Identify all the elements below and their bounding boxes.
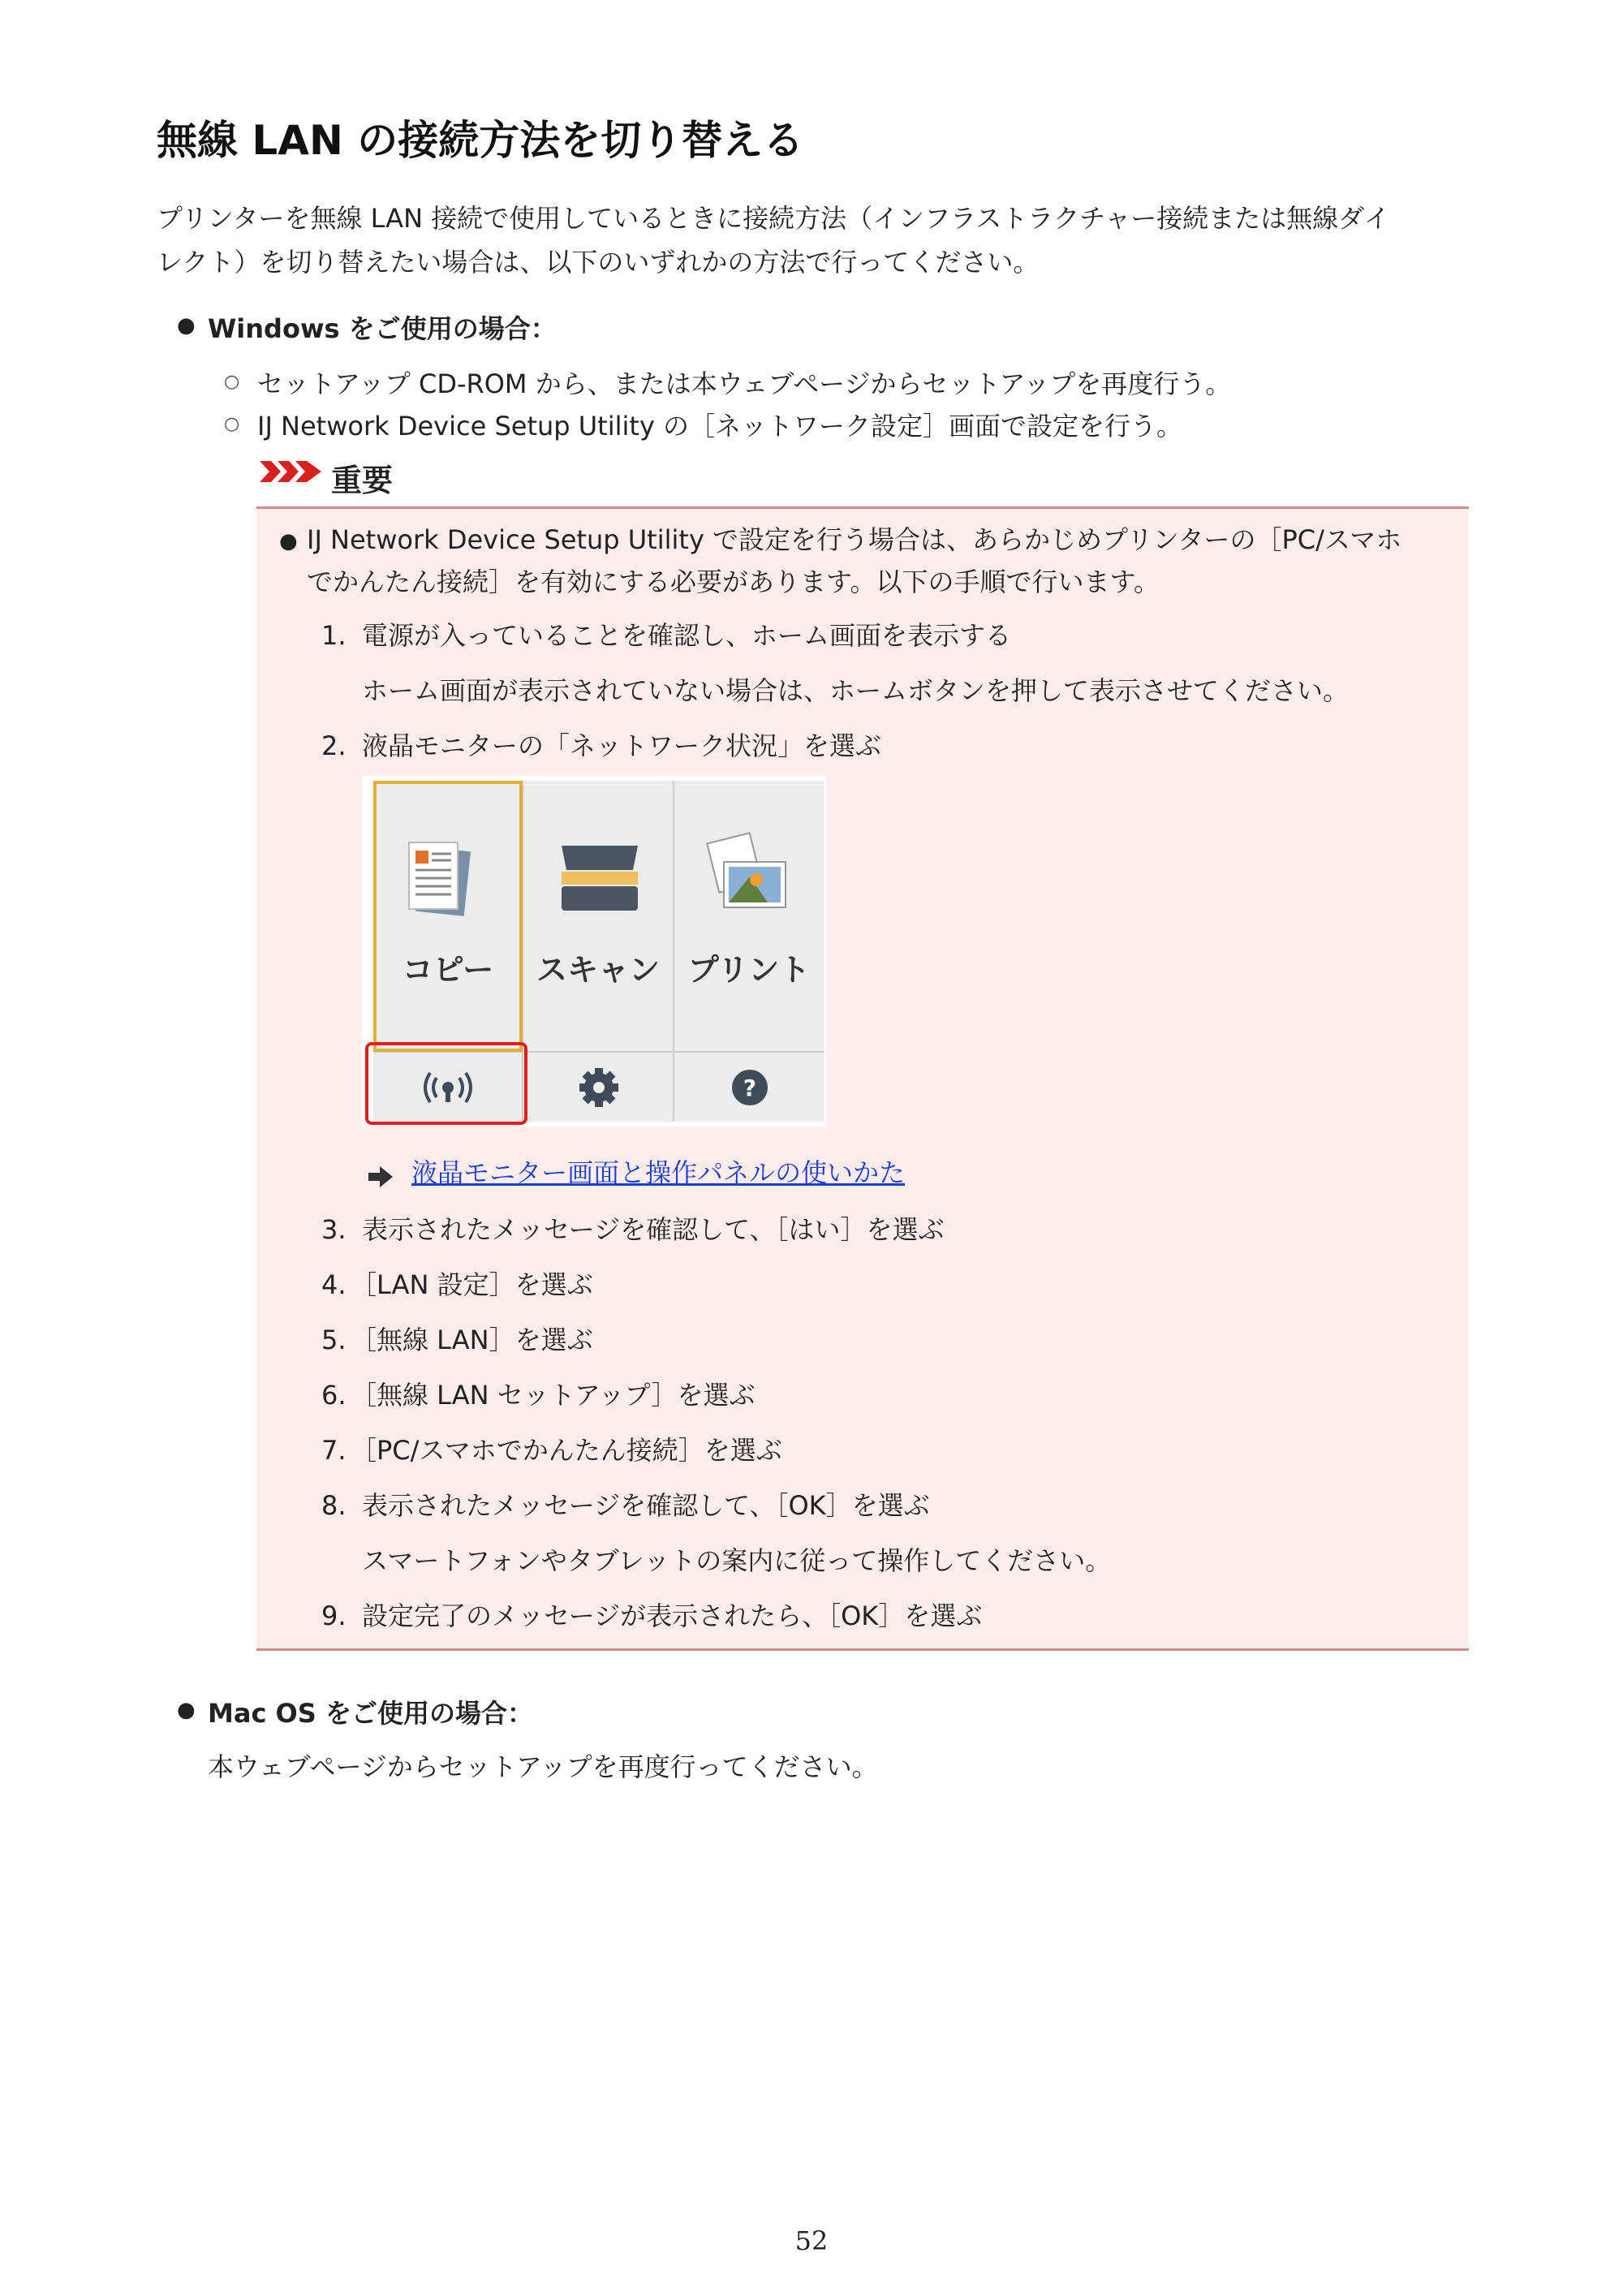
circle-bullet: ○ <box>224 372 240 392</box>
step-text: ［無線 LAN］を選ぶ <box>351 1325 593 1355</box>
step-note: スマートフォンやタブレットの案内に従って操作してください。 <box>362 1545 1112 1576</box>
arrow-right-icon <box>368 1166 393 1191</box>
step-text: ［PC/スマホでかんたん接続］を選ぶ <box>351 1435 782 1466</box>
step-text: ［LAN 設定］を選ぶ <box>351 1269 593 1300</box>
step-number: 5. <box>321 1325 347 1355</box>
important-arrow-icon <box>260 458 323 485</box>
step-number: 9. <box>321 1600 347 1631</box>
manual-link-row[interactable] <box>368 1152 905 1193</box>
tile-copy-label: コピー <box>402 952 494 988</box>
bullet-dot: ● <box>177 1698 196 1722</box>
step-text: 電源が入っていることを確認し、ホーム画面を表示する <box>362 620 1012 651</box>
step-number: 1. <box>321 620 347 651</box>
bullet-dot: ● <box>177 313 196 338</box>
step-number: 3. <box>321 1214 347 1245</box>
lcd-home-screen <box>362 776 826 1126</box>
step-text: 表示されたメッセージを確認して、［はい］を選ぶ <box>362 1214 945 1245</box>
tile-scan-label: スキャン <box>536 952 660 988</box>
copy-icon <box>409 842 471 916</box>
intro-line-2: レクト）を切り替えたい場合は、以下のいずれかの方法で行ってください。 <box>157 247 1040 278</box>
important-text-line-2: でかんたん接続］を有効にする必要があります。以下の手順で行います。 <box>307 566 1160 597</box>
bullet-dot: ● <box>279 529 298 554</box>
page-title: 無線 LAN の接続方法を切り替える <box>157 117 804 164</box>
tile-print-label: プリント <box>687 952 811 988</box>
important-header <box>260 458 323 503</box>
mac-heading: Mac OS をご使用の場合： <box>208 1698 533 1729</box>
step-number: 7. <box>321 1435 347 1466</box>
step-text: 表示されたメッセージを確認して、［OK］を選ぶ <box>362 1490 930 1521</box>
step-number: 8. <box>321 1490 347 1521</box>
step-text: ［無線 LAN セットアップ］を選ぶ <box>351 1380 756 1411</box>
page-number: 52 <box>794 2225 829 2256</box>
step-number: 6. <box>321 1380 347 1411</box>
important-text-line-1: IJ Network Device Setup Utility で設定を行う場合は、あらかじめプリンターの［PC/スマホ <box>307 524 1402 555</box>
mac-text: 本ウェブページからセットアップを再度行ってください。 <box>208 1751 878 1782</box>
important-title: 重要 <box>331 463 394 498</box>
windows-item-1: セットアップ CD-ROM から、または本ウェブページからセットアップを再度行う。 <box>257 368 1232 399</box>
intro-line-1: プリンターを無線 LAN 接続で使用しているときに接続方法（インフラストラクチャー接続または無線ダイ <box>157 203 1390 234</box>
step-number: 2. <box>321 730 347 761</box>
step-number: 4. <box>321 1269 347 1300</box>
windows-item-2: IJ Network Device Setup Utility の［ネットワーク設定］画面で設定を行う。 <box>257 411 1183 442</box>
step-note: ホーム画面が表示されていない場合は、ホームボタンを押して表示させてください。 <box>362 675 1350 706</box>
gear-icon <box>579 1068 618 1107</box>
lcd-operation-link[interactable]: 液晶モニター画面と操作パネルの使いかた <box>411 1157 906 1188</box>
svg-text:?: ? <box>743 1075 757 1101</box>
scan-icon <box>562 846 638 911</box>
step-text: 設定完了のメッセージが表示されたら、［OK］を選ぶ <box>362 1600 983 1631</box>
help-icon <box>732 1070 768 1105</box>
step-text: 液晶モニターの「ネットワーク状況」を選ぶ <box>362 730 882 761</box>
windows-heading: Windows をご使用の場合： <box>208 313 557 344</box>
circle-bullet: ○ <box>224 414 240 434</box>
